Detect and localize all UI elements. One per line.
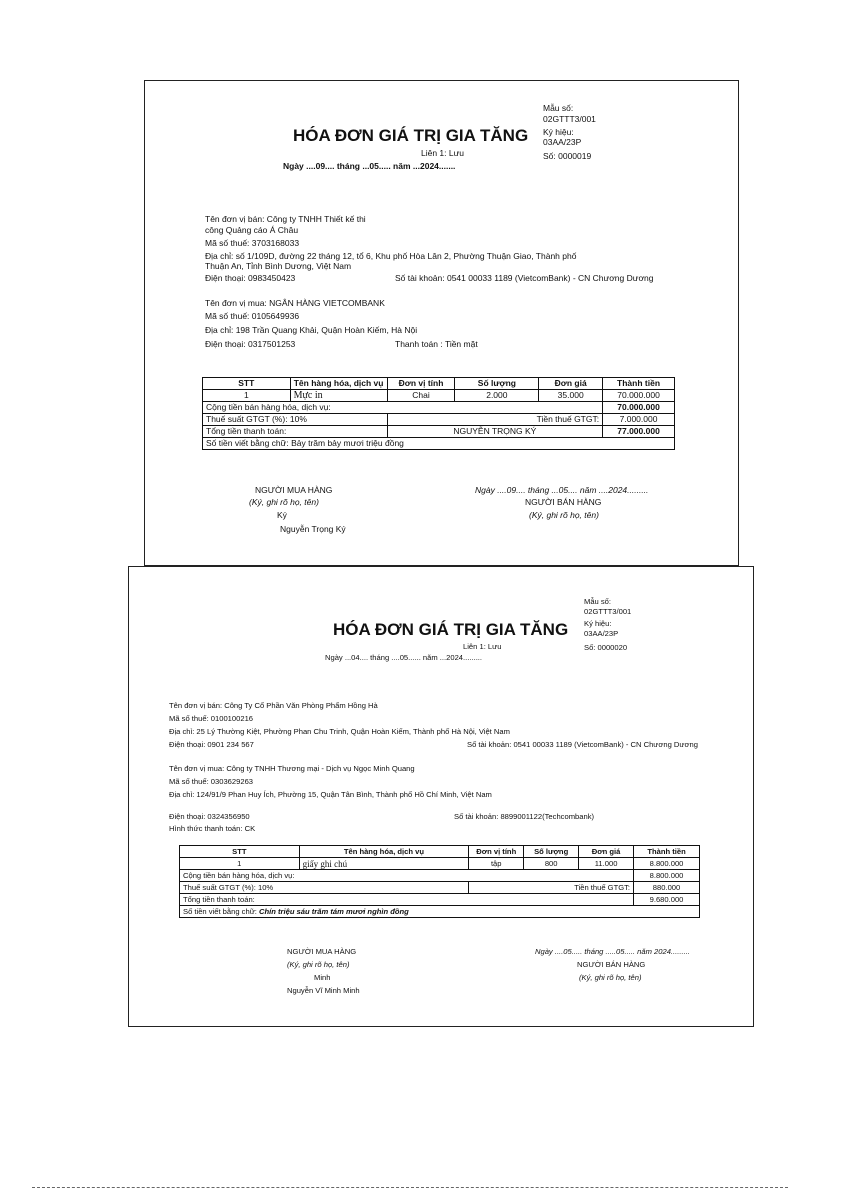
seller-address-line1: Địa chỉ: số 1/109D, đường 22 tháng 12, tổ 6, Khu phố Hòa Lân 2, Phường Thuận Giao, Thành phố — [205, 251, 577, 261]
seller-tax-code: Mã số thuế: 3703168033 — [205, 238, 300, 248]
buyer-phone: Điện thoại: 0324356950 — [169, 812, 250, 821]
symbol-label: Ký hiệu: — [584, 619, 612, 628]
header-unit-price: Đơn giá — [579, 846, 634, 858]
seller-tax-code: Mã số thuế: 0100100216 — [169, 714, 254, 723]
header-unit-price: Đơn giá — [539, 378, 603, 390]
symbol-value: 03AA/23P — [543, 137, 582, 147]
cell-unit-price: 35.000 — [539, 390, 603, 402]
buyer-bank-account: Số tài khoản: 8899001122(Techcombank) — [454, 812, 595, 821]
seller-phone: Điện thoại: 0983450423 — [205, 273, 296, 283]
invoice-date: Ngày ....09.... tháng ...05..... năm ...2024....... — [283, 161, 456, 171]
sign-date: Ngày ....05..... tháng .....05..... năm 2024......... — [535, 947, 690, 956]
amount-in-words-cell — [180, 906, 700, 918]
buyer-address: Địa chỉ: 198 Trần Quang Khải, Quận Hoàn Kiếm, Hà Nội — [205, 325, 418, 335]
vat-rate: Thuế suất GTGT (%): 10% — [180, 882, 469, 894]
header-amount: Thành tiền — [603, 378, 675, 390]
seller-address-line2: Thuận An, Tỉnh Bình Dương, Việt Nam — [205, 261, 352, 271]
buyer-signature-name: Nguyễn Trọng Ký — [280, 524, 346, 534]
total-note: NGUYỄN TRỌNG KÝ — [387, 426, 603, 438]
seller-name-line2: công Quảng cáo Á Châu — [205, 225, 299, 235]
symbol-value: 03AA/23P — [584, 629, 619, 638]
subtotal-value: 70.000.000 — [603, 402, 675, 414]
header-quantity: Số lượng — [455, 378, 539, 390]
form-number: 02GTTT3/001 — [584, 607, 632, 616]
form-number: 02GTTT3/001 — [543, 114, 596, 124]
amount-in-words-label: Số tiền viết bằng chữ: — [183, 906, 260, 916]
vat-rate: Thuế suất GTGT (%): 10% — [203, 414, 388, 426]
seller-bank-account: Số tài khoản: 0541 00033 1189 (VietcomBank) - CN Chương Dương — [395, 273, 654, 283]
table-header-row — [180, 846, 700, 858]
buyer-name: Tên đơn vị mua: NGÂN HÀNG VIETCOMBANK — [205, 298, 385, 308]
buyer-phone: Điện thoại: 0317501253 — [205, 339, 296, 349]
total-row — [180, 894, 700, 906]
header-quantity: Số lượng — [524, 846, 579, 858]
seller-name: Tên đơn vị bán: Công Ty Cổ Phần Văn Phòng Phẩm Hồng Hà — [169, 701, 378, 710]
buyer-signature-title: NGƯỜI MUA HÀNG — [287, 947, 357, 956]
seller-signature-hint: (Ký, ghi rõ họ, tên) — [579, 973, 642, 982]
payment-method: Thanh toán : Tiền mặt — [395, 339, 478, 349]
cell-quantity: 800 — [524, 858, 579, 870]
seller-address: Địa chỉ: 25 Lý Thường Kiệt, Phường Phan Chu Trinh, Quận Hoàn Kiếm, Thành phố Hà Nội, Việt Nam — [169, 727, 510, 736]
header-item-name: Tên hàng hóa, dịch vụ — [299, 846, 469, 858]
header-unit: Đơn vị tính — [387, 378, 455, 390]
buyer-signature-name: Nguyễn Vĩ Minh Minh — [287, 986, 360, 995]
seller-name-line1: Tên đơn vị bán: Công ty TNHH Thiết kế thi — [205, 214, 366, 224]
seller-signature-title: NGƯỜI BÁN HÀNG — [577, 960, 646, 969]
cell-item-name: giấy ghi chú — [299, 858, 469, 870]
invoice-date: Ngày ...04.... tháng ....05...... năm ...2024......... — [325, 653, 483, 662]
seller-signature-hint: (Ký, ghi rõ họ, tên) — [529, 510, 599, 520]
buyer-signature: Minh — [314, 973, 331, 982]
vat-label: Tiền thuế GTGT: — [469, 882, 634, 894]
vat-label: Tiền thuế GTGT: — [387, 414, 603, 426]
header-amount: Thành tiền — [634, 846, 700, 858]
buyer-tax-code: Mã số thuế: 0303629263 — [169, 777, 254, 786]
table-row — [203, 390, 675, 402]
cell-stt: 1 — [180, 858, 300, 870]
sign-date: Ngày ....09.... tháng ...05.... năm ....2024......... — [475, 485, 649, 495]
payment-method: Hình thức thanh toán: CK — [169, 824, 256, 833]
in-words-row — [180, 906, 700, 918]
amount-in-words: Số tiền viết bằng chữ: Bảy trăm bảy mươi triệu đồng — [203, 438, 675, 450]
copy-label: Liên 1: Lưu — [421, 148, 465, 158]
table-row — [180, 858, 700, 870]
header-unit: Đơn vị tính — [469, 846, 524, 858]
subtotal-row — [180, 870, 700, 882]
table-header-row — [203, 378, 675, 390]
invoice-title: HÓA ĐƠN GIÁ TRỊ GIA TĂNG — [333, 620, 569, 639]
buyer-signature: Ký — [277, 510, 287, 520]
seller-bank-account: Số tài khoản: 0541 00033 1189 (VietcomBank) - CN Chương Dương — [467, 740, 698, 749]
subtotal-row — [203, 402, 675, 414]
total-value: 9.680.000 — [634, 894, 700, 906]
items-table — [179, 845, 700, 918]
in-words-row — [203, 438, 675, 450]
seller-phone: Điện thoại: 0901 234 567 — [169, 740, 254, 749]
cell-unit: Chai — [387, 390, 455, 402]
amount-in-words: Chín triệu sáu trăm tám mươi nghìn đồng — [259, 906, 409, 916]
cell-unit-price: 11.000 — [579, 858, 634, 870]
invoice-number: Số: 0000019 — [543, 151, 592, 161]
header-item-name: Tên hàng hóa, dịch vụ — [290, 378, 387, 390]
total-label: Tổng tiền thanh toán: — [203, 426, 388, 438]
vat-amount: 7.000.000 — [603, 414, 675, 426]
cell-item-name: Mực in — [290, 390, 387, 402]
form-label: Mẫu số: — [543, 103, 574, 113]
total-label: Tổng tiền thanh toán: — [180, 894, 634, 906]
header-stt: STT — [203, 378, 291, 390]
cell-amount: 70.000.000 — [603, 390, 675, 402]
invoice-title: HÓA ĐƠN GIÁ TRỊ GIA TĂNG — [293, 126, 529, 145]
seller-signature-title: NGƯỜI BÁN HÀNG — [525, 497, 602, 507]
buyer-signature-hint: (Ký, ghi rõ họ, tên) — [249, 497, 319, 507]
cell-amount: 8.800.000 — [634, 858, 700, 870]
symbol-label: Ký hiệu: — [543, 127, 574, 137]
form-label: Mẫu số: — [584, 597, 612, 606]
vat-row — [180, 882, 700, 894]
buyer-signature-hint: (Ký, ghi rõ họ, tên) — [287, 960, 350, 969]
header-stt: STT — [180, 846, 300, 858]
cell-stt: 1 — [203, 390, 291, 402]
subtotal-label: Cộng tiền bán hàng hóa, dịch vụ: — [203, 402, 603, 414]
buyer-name: Tên đơn vị mua: Công ty TNHH Thương mại - Dịch vụ Ngọc Minh Quang — [169, 764, 415, 773]
cell-unit: tập — [469, 858, 524, 870]
items-table — [202, 377, 675, 450]
total-row — [203, 426, 675, 438]
invoice-1 — [144, 80, 739, 566]
page-bottom-border — [32, 1187, 788, 1188]
vat-amount: 880.000 — [634, 882, 700, 894]
copy-label: Liên 1: Lưu — [463, 642, 502, 651]
subtotal-label: Cộng tiền bán hàng hóa, dịch vụ: — [180, 870, 634, 882]
buyer-address: Địa chỉ: 124/91/9 Phan Huy Ích, Phường 15, Quận Tân Bình, Thành phố Hồ Chí Minh, Việt Nam — [169, 790, 492, 799]
total-value: 77.000.000 — [603, 426, 675, 438]
vat-row — [203, 414, 675, 426]
buyer-signature-title: NGƯỜI MUA HÀNG — [255, 485, 333, 495]
subtotal-value: 8.800.000 — [634, 870, 700, 882]
invoice-number: Số: 0000020 — [584, 643, 628, 652]
cell-quantity: 2.000 — [455, 390, 539, 402]
invoice-2 — [128, 566, 754, 1027]
buyer-tax-code: Mã số thuế: 0105649936 — [205, 311, 300, 321]
